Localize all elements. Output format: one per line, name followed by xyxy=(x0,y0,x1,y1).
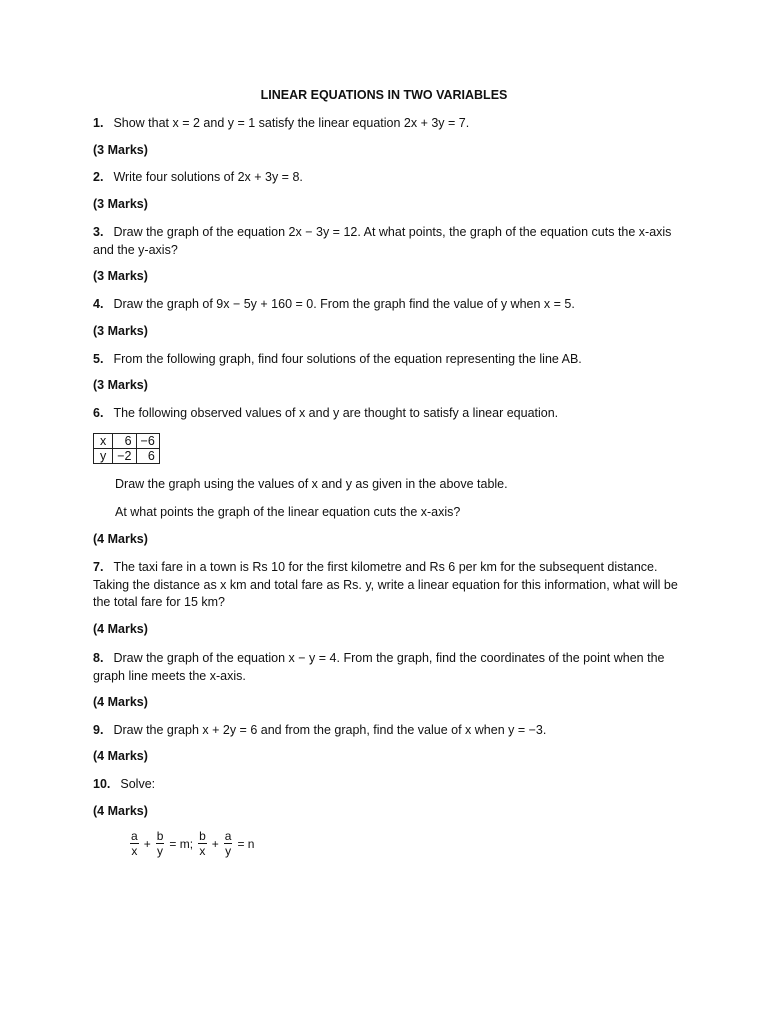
marks-7: (4 Marks) xyxy=(93,622,148,636)
marks-10: (4 Marks) xyxy=(93,804,148,818)
operator: + xyxy=(211,836,219,851)
q6-subpart-1: Draw the graph using the values of x and y as given in the above table. xyxy=(115,477,508,491)
table-cell: −6 xyxy=(136,434,159,449)
question-text: The following observed values of x and y are thought to satisfy a linear equation. xyxy=(113,406,559,420)
denominator: x xyxy=(131,844,138,858)
question-7 xyxy=(93,559,683,612)
denominator: y xyxy=(157,844,164,858)
table-cell: x xyxy=(94,434,113,449)
operator: + xyxy=(143,836,151,851)
question-text: Draw the graph of the equation x − y = 4. From the graph, find the coordinates of the point when the graph line meets the x-axis. xyxy=(93,651,665,683)
numerator: a xyxy=(131,829,138,843)
question-text: From the following graph, find four solutions of the equation representing the line AB. xyxy=(113,352,582,366)
question-9 xyxy=(93,722,683,740)
marks-9: (4 Marks) xyxy=(93,749,148,763)
xy-values-table xyxy=(93,433,160,464)
question-number: 5. xyxy=(93,352,104,366)
question-1 xyxy=(93,115,683,133)
question-number: 7. xyxy=(93,560,104,574)
question-number: 2. xyxy=(93,170,104,184)
numerator: a xyxy=(224,829,232,843)
question-8 xyxy=(93,650,683,685)
table-cell: 6 xyxy=(113,434,136,449)
question-number: 8. xyxy=(93,651,104,665)
rhs: = m; xyxy=(169,836,194,851)
marks-6: (4 Marks) xyxy=(93,532,148,546)
marks-5: (3 Marks) xyxy=(93,378,148,392)
question-text: The taxi fare in a town is Rs 10 for the first kilometre and Rs 6 per km for the subsequent distance. Taking the distance as x km and total fare as Rs. y, write a linear equation for this information, what will be the total fare for 15 km? xyxy=(93,560,678,609)
marks-1: (3 Marks) xyxy=(93,143,148,157)
table-cell: 6 xyxy=(136,449,159,464)
question-10 xyxy=(93,776,683,794)
marks-2: (3 Marks) xyxy=(93,197,148,211)
question-number: 10. xyxy=(93,777,111,791)
table-cell: −2 xyxy=(113,449,136,464)
question-number: 1. xyxy=(93,116,104,130)
question-4 xyxy=(93,296,683,314)
numerator: b xyxy=(199,829,206,843)
q6-subpart-2: At what points the graph of the linear equation cuts the x-axis? xyxy=(115,505,461,519)
question-number: 9. xyxy=(93,723,104,737)
rhs: = n xyxy=(237,836,255,851)
q10-equation xyxy=(128,829,257,858)
denominator: y xyxy=(225,844,232,858)
fraction xyxy=(156,829,165,858)
table-row xyxy=(94,449,160,464)
fraction xyxy=(224,829,233,858)
question-6 xyxy=(93,405,683,423)
question-text: Show that x = 2 and y = 1 satisfy the linear equation 2x + 3y = 7. xyxy=(113,116,470,130)
question-text: Draw the graph of the equation 2x − 3y = 12. At what points, the graph of the equation cuts the x-axis and the y-axis? xyxy=(93,225,672,257)
marks-4: (3 Marks) xyxy=(93,324,148,338)
marks-3: (3 Marks) xyxy=(93,269,148,283)
table-row xyxy=(94,434,160,449)
page-title: LINEAR EQUATIONS IN TWO VARIABLES xyxy=(260,88,508,102)
fraction xyxy=(198,829,207,858)
question-text: Solve: xyxy=(120,777,156,791)
question-number: 3. xyxy=(93,225,104,239)
fraction xyxy=(130,829,139,858)
question-5 xyxy=(93,351,683,369)
question-text: Draw the graph of 9x − 5y + 160 = 0. From the graph find the value of y when x = 5. xyxy=(113,297,575,311)
table-cell: y xyxy=(94,449,113,464)
question-text: Write four solutions of 2x + 3y = 8. xyxy=(113,170,303,184)
question-text: Draw the graph x + 2y = 6 and from the graph, find the value of x when y = −3. xyxy=(113,723,547,737)
question-number: 4. xyxy=(93,297,104,311)
denominator: x xyxy=(199,844,206,858)
question-number: 6. xyxy=(93,406,104,420)
numerator: b xyxy=(156,829,164,843)
question-3 xyxy=(93,224,683,259)
marks-8: (4 Marks) xyxy=(93,695,148,709)
question-2 xyxy=(93,169,683,187)
